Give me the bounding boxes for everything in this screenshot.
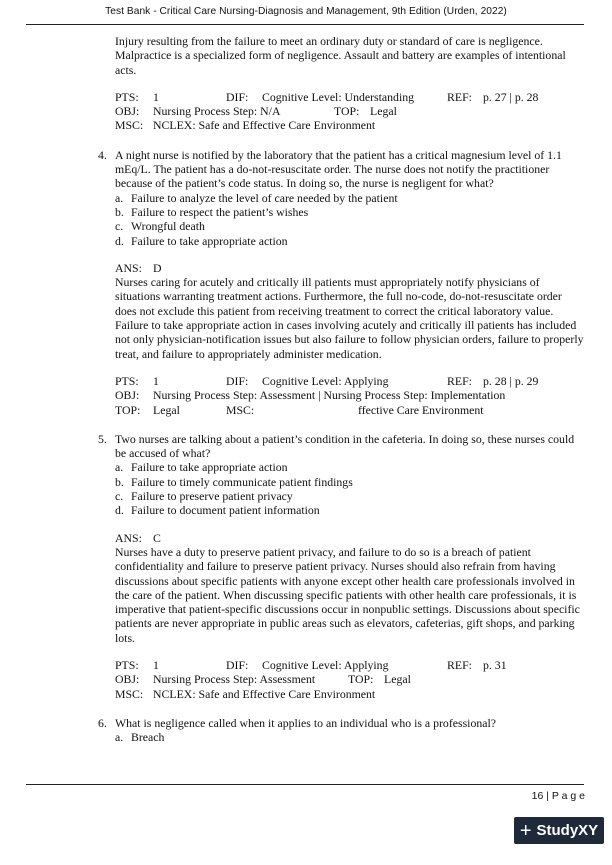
meta-line: PTS: 1 DIF: Cognitive Level: Understanding REF: p. 27 | p. 28 (115, 89, 539, 104)
answer-option: d. Failure to take appropriate action (115, 233, 288, 248)
meta-line: OBJ: Nursing Process Step: Assessment | Nursing Process Step: Implementation (115, 388, 506, 403)
document-body (98, 34, 585, 745)
rationale-text: Injury resulting from the failure to meet an ordinary duty or standard of care is negligence. Malpractice is a specialized form of negligence. Assault and battery are examples of intentional acts. (115, 34, 566, 77)
meta-line: MSC: NCLEX: Safe and Effective Care Environment (115, 686, 376, 701)
answer-option: a. Failure to take appropriate action (115, 460, 288, 475)
answer-option: a. Failure to analyze the level of care needed by the patient (115, 190, 398, 205)
question-number: 5. (98, 431, 107, 446)
meta-line: OBJ: Nursing Process Step: Assessment TOP: Legal (115, 672, 411, 687)
meta-line: OBJ: Nursing Process Step: N/A TOP: Legal (115, 104, 397, 119)
question-stem: A night nurse is notified by the laboratory that the patient has a critical magnesium level of 1.1 mEq/L. The patient has a do-not-resuscitate order. The nurse does not notify the practitioner because of the patient’s code status. In doing so, the nurse is negligent for what? (115, 147, 562, 191)
answer-option: d. Failure to document patient information (115, 503, 320, 518)
question-4 (98, 147, 585, 417)
question-6 (98, 715, 585, 745)
answer-option: b. Failure to respect the patient’s wishes (115, 204, 309, 219)
question-stem: What is negligence called when it applies to an individual who is a professional? (115, 715, 496, 730)
meta-line: MSC: NCLEX: Safe and Effective Care Environment (115, 118, 376, 133)
answer-option: c. Wrongful death (115, 219, 205, 234)
plus-icon: + (519, 819, 532, 842)
page-header: Test Bank - Critical Care Nursing-Diagnosis and Management, 9th Edition (Urden, 2022) (105, 6, 507, 17)
footer-divider (26, 784, 584, 785)
question-number: 6. (98, 715, 107, 730)
answer-option: c. Failure to preserve patient privacy (115, 489, 293, 504)
brand-name: StudyXY (536, 822, 599, 839)
answer-option: a. Breach (115, 730, 165, 745)
question-5 (98, 431, 585, 701)
page-number: 16 | P a g e (531, 790, 585, 802)
studyxy-logo[interactable] (514, 817, 604, 844)
rationale-text: Nurses have a duty to preserve patient privacy, and failure to do so is a breach of patient confidentiality and failure to preserve patient privacy. Nurses should also refrain from having discussions about specific patients with anyone except other health care professionals involved in the care of the patient. When discussing specific patients with other health care professionals, it is imperative that patient-specific discussions occur in nonpublic settings. Discussions about specific patients are never appropriate in public areas such as elevators, cafeterias, gift shops, and parking lots. (115, 544, 580, 645)
meta-line: PTS: 1 DIF: Cognitive Level: Applying REF: p. 28 | p. 29 (115, 373, 539, 388)
rationale-text: Nurses caring for acutely and critically ill patients must appropriately notify physicians of situations warranting treatment actions. Furthermore, the full no-code, do-not-resuscitate order does not exclude this patient from receiving treatment to correct the critical laboratory value. Failure to take appropriate action in cases involving acutely and critically ill patients has included not only physician-notification issues but also failure to follow physician orders, failure to properly treat, and failure to appropriately administer medication. (115, 275, 584, 361)
answer-option: b. Failure to timely communicate patient findings (115, 474, 353, 489)
answer-key: ANS: C (115, 530, 161, 545)
question-number: 4. (98, 147, 107, 162)
meta-line: PTS: 1 DIF: Cognitive Level: Applying REF: p. 31 (115, 657, 507, 672)
answer-key: ANS: D (115, 260, 162, 275)
question-stem: Two nurses are talking about a patient’s condition in the cafeteria. In doing so, these nurses could be accused of what? (115, 431, 575, 461)
meta-line: TOP: Legal MSC: ffective Care Environment (115, 402, 484, 417)
header-divider (26, 24, 584, 25)
